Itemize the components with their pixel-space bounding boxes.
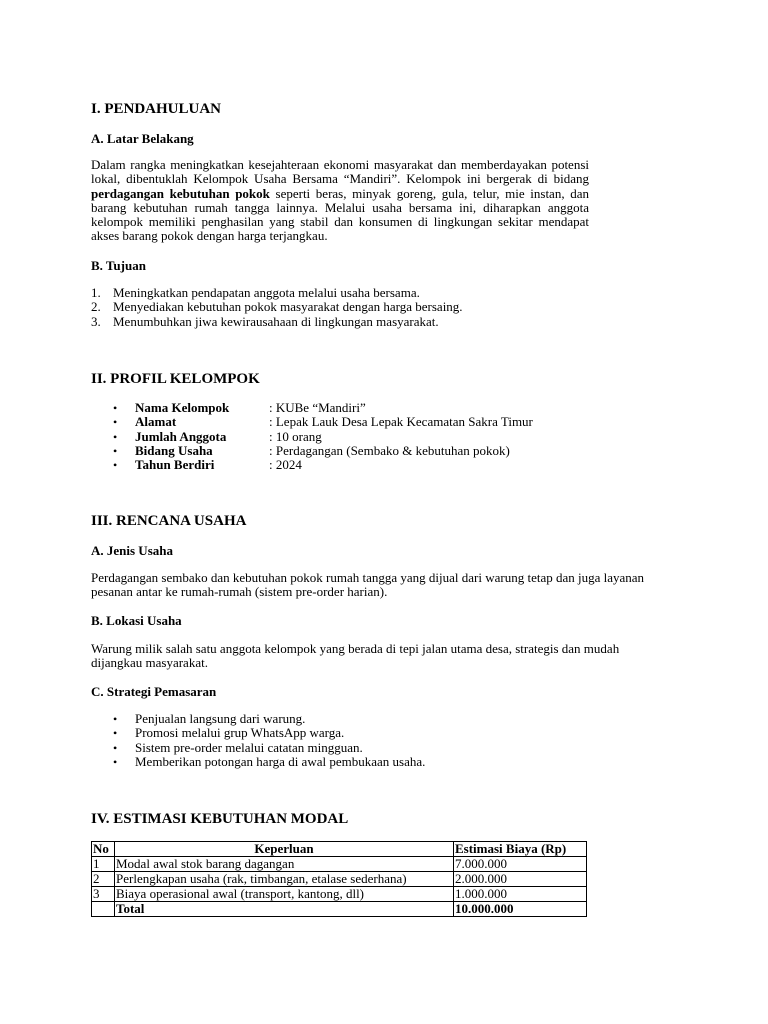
list-item [91,712,425,726]
profile-key: Nama Kelompok [135,400,230,415]
strategy-list [91,712,425,769]
list-item [91,401,533,415]
subheading-strategi-pemasaran: C. Strategi Pemasaran [91,684,217,699]
list-item [91,430,533,444]
list-item [91,458,533,472]
list-item [91,755,425,769]
subheading-latar-belakang: A. Latar Belakang [91,131,194,146]
cell-keperluan: Modal awal stok barang dagangan [115,857,454,872]
goals-list [91,286,463,329]
subheading-jenis-usaha: A. Jenis Usaha [91,543,173,558]
list-item-text: Meningkatkan pendapatan anggota melalui usaha bersama. [113,285,420,300]
cell-no: 3 [92,887,115,902]
bullet-icon: • [113,415,118,430]
paragraph-text: Dalam rangka meningkatkan kesejahteraan ekonomi masyarakat dan memberdayakan potensi lokal, dibentuklah Kelompok Usaha Bersama “Mandiri”. Kelompok ini bergerak di bidang [91,157,589,187]
profile-key: Tahun Berdiri [135,457,215,473]
subheading-lokasi-usaha: B. Lokasi Usaha [91,613,182,628]
table-total-row [92,902,587,917]
cell-biaya: 2.000.000 [454,872,587,887]
profile-list [91,401,533,472]
list-item [91,415,533,429]
cell-no: 1 [92,857,115,872]
paragraph-bold-text: perdagangan kebutuhan pokok [91,185,270,201]
bullet-icon: • [113,726,118,741]
section-heading-pendahuluan: I. PENDAHULUAN [91,101,222,117]
profile-value: : Perdagangan (Sembako & kebutuhan pokok) [269,442,510,458]
cell-keperluan: Biaya operasional awal (transport, kantong, dll) [115,887,454,902]
paragraph-text: seperti beras, minyak goreng, gula, telur, mie instan, dan barang kebutuhan rumah tangga lainnya. Melalui usaha bersama ini, diharapkan anggota kelompok memiliki penghasilan yang stabil dan konsumen di lingkungan sekitar mendapat akses barang pokok dengan harga terjangkau. [91,185,589,244]
section-heading-profil: II. PROFIL KELOMPOK [91,371,260,387]
profile-key: Jumlah Anggota [135,428,227,444]
table-row [92,872,587,887]
section-heading-rencana-usaha: III. RENCANA USAHA [91,513,247,529]
cell-biaya: 7.000.000 [454,857,587,872]
list-item-text: Promosi melalui grup WhatsApp warga. [135,725,345,741]
cell-keperluan: Perlengkapan usaha (rak, timbangan, etalase sederhana) [115,872,454,887]
list-item [91,444,533,458]
profile-value: : 2024 [269,457,302,473]
list-item [91,286,463,300]
column-header-keperluan: Keperluan [115,842,454,857]
budget-table [91,841,587,917]
cell-no: 2 [92,872,115,887]
bullet-icon: • [113,712,118,726]
list-item [91,315,463,329]
column-header-no: No [92,842,115,857]
profile-value: : Lepak Lauk Desa Lepak Kecamatan Sakra Timur [269,414,533,430]
table-row [92,857,587,872]
paragraph-jenis-usaha: Perdagangan sembako dan kebutuhan pokok rumah tangga yang dijual dari warung tetap dan juga layanan pesanan antar ke rumah-rumah (sistem pre-order harian). [91,570,645,600]
list-item-text: Penjualan langsung dari warung. [135,711,306,726]
profile-key: Alamat [135,414,177,430]
paragraph-lokasi-usaha: Warung milik salah satu anggota kelompok yang berada di tepi jalan utama desa, strategis dan mudah dijangkau masyarakat. [91,641,620,671]
table-header-row [92,842,587,857]
list-number: 3. [91,313,101,329]
list-item-text: Menyediakan kebutuhan pokok masyarakat dengan harga bersaing. [113,299,463,315]
cell-biaya: 1.000.000 [454,887,587,902]
list-item [91,726,425,740]
list-item [91,741,425,755]
list-item-text: Sistem pre-order melalui catatan mingguan. [135,739,363,755]
profile-value: : 10 orang [269,428,322,444]
column-header-biaya: Estimasi Biaya (Rp) [454,842,587,857]
bullet-icon: • [113,429,118,444]
paragraph-latar-belakang [91,158,589,244]
list-number: 1. [91,285,101,300]
cell-no [92,902,115,917]
table-row [92,887,587,902]
list-item-text: Memberikan potongan harga di awal pembukaan usaha. [135,753,426,769]
cell-total-label: Total [115,902,454,917]
bullet-icon: • [113,740,118,755]
list-item-text: Menumbuhkan jiwa kewirausahaan di lingkungan masyarakat. [113,313,439,329]
bullet-icon: • [113,458,118,473]
section-heading-estimasi-modal: IV. ESTIMASI KEBUTUHAN MODAL [91,811,349,827]
list-number: 2. [91,299,101,315]
profile-value: : KUBe “Mandiri” [269,400,366,415]
subheading-tujuan: B. Tujuan [91,258,146,273]
bullet-icon: • [113,443,118,458]
list-item [91,300,463,314]
bullet-icon: • [113,754,118,769]
profile-key: Bidang Usaha [135,442,213,458]
cell-total-value: 10.000.000 [454,902,587,917]
bullet-icon: • [113,401,118,415]
